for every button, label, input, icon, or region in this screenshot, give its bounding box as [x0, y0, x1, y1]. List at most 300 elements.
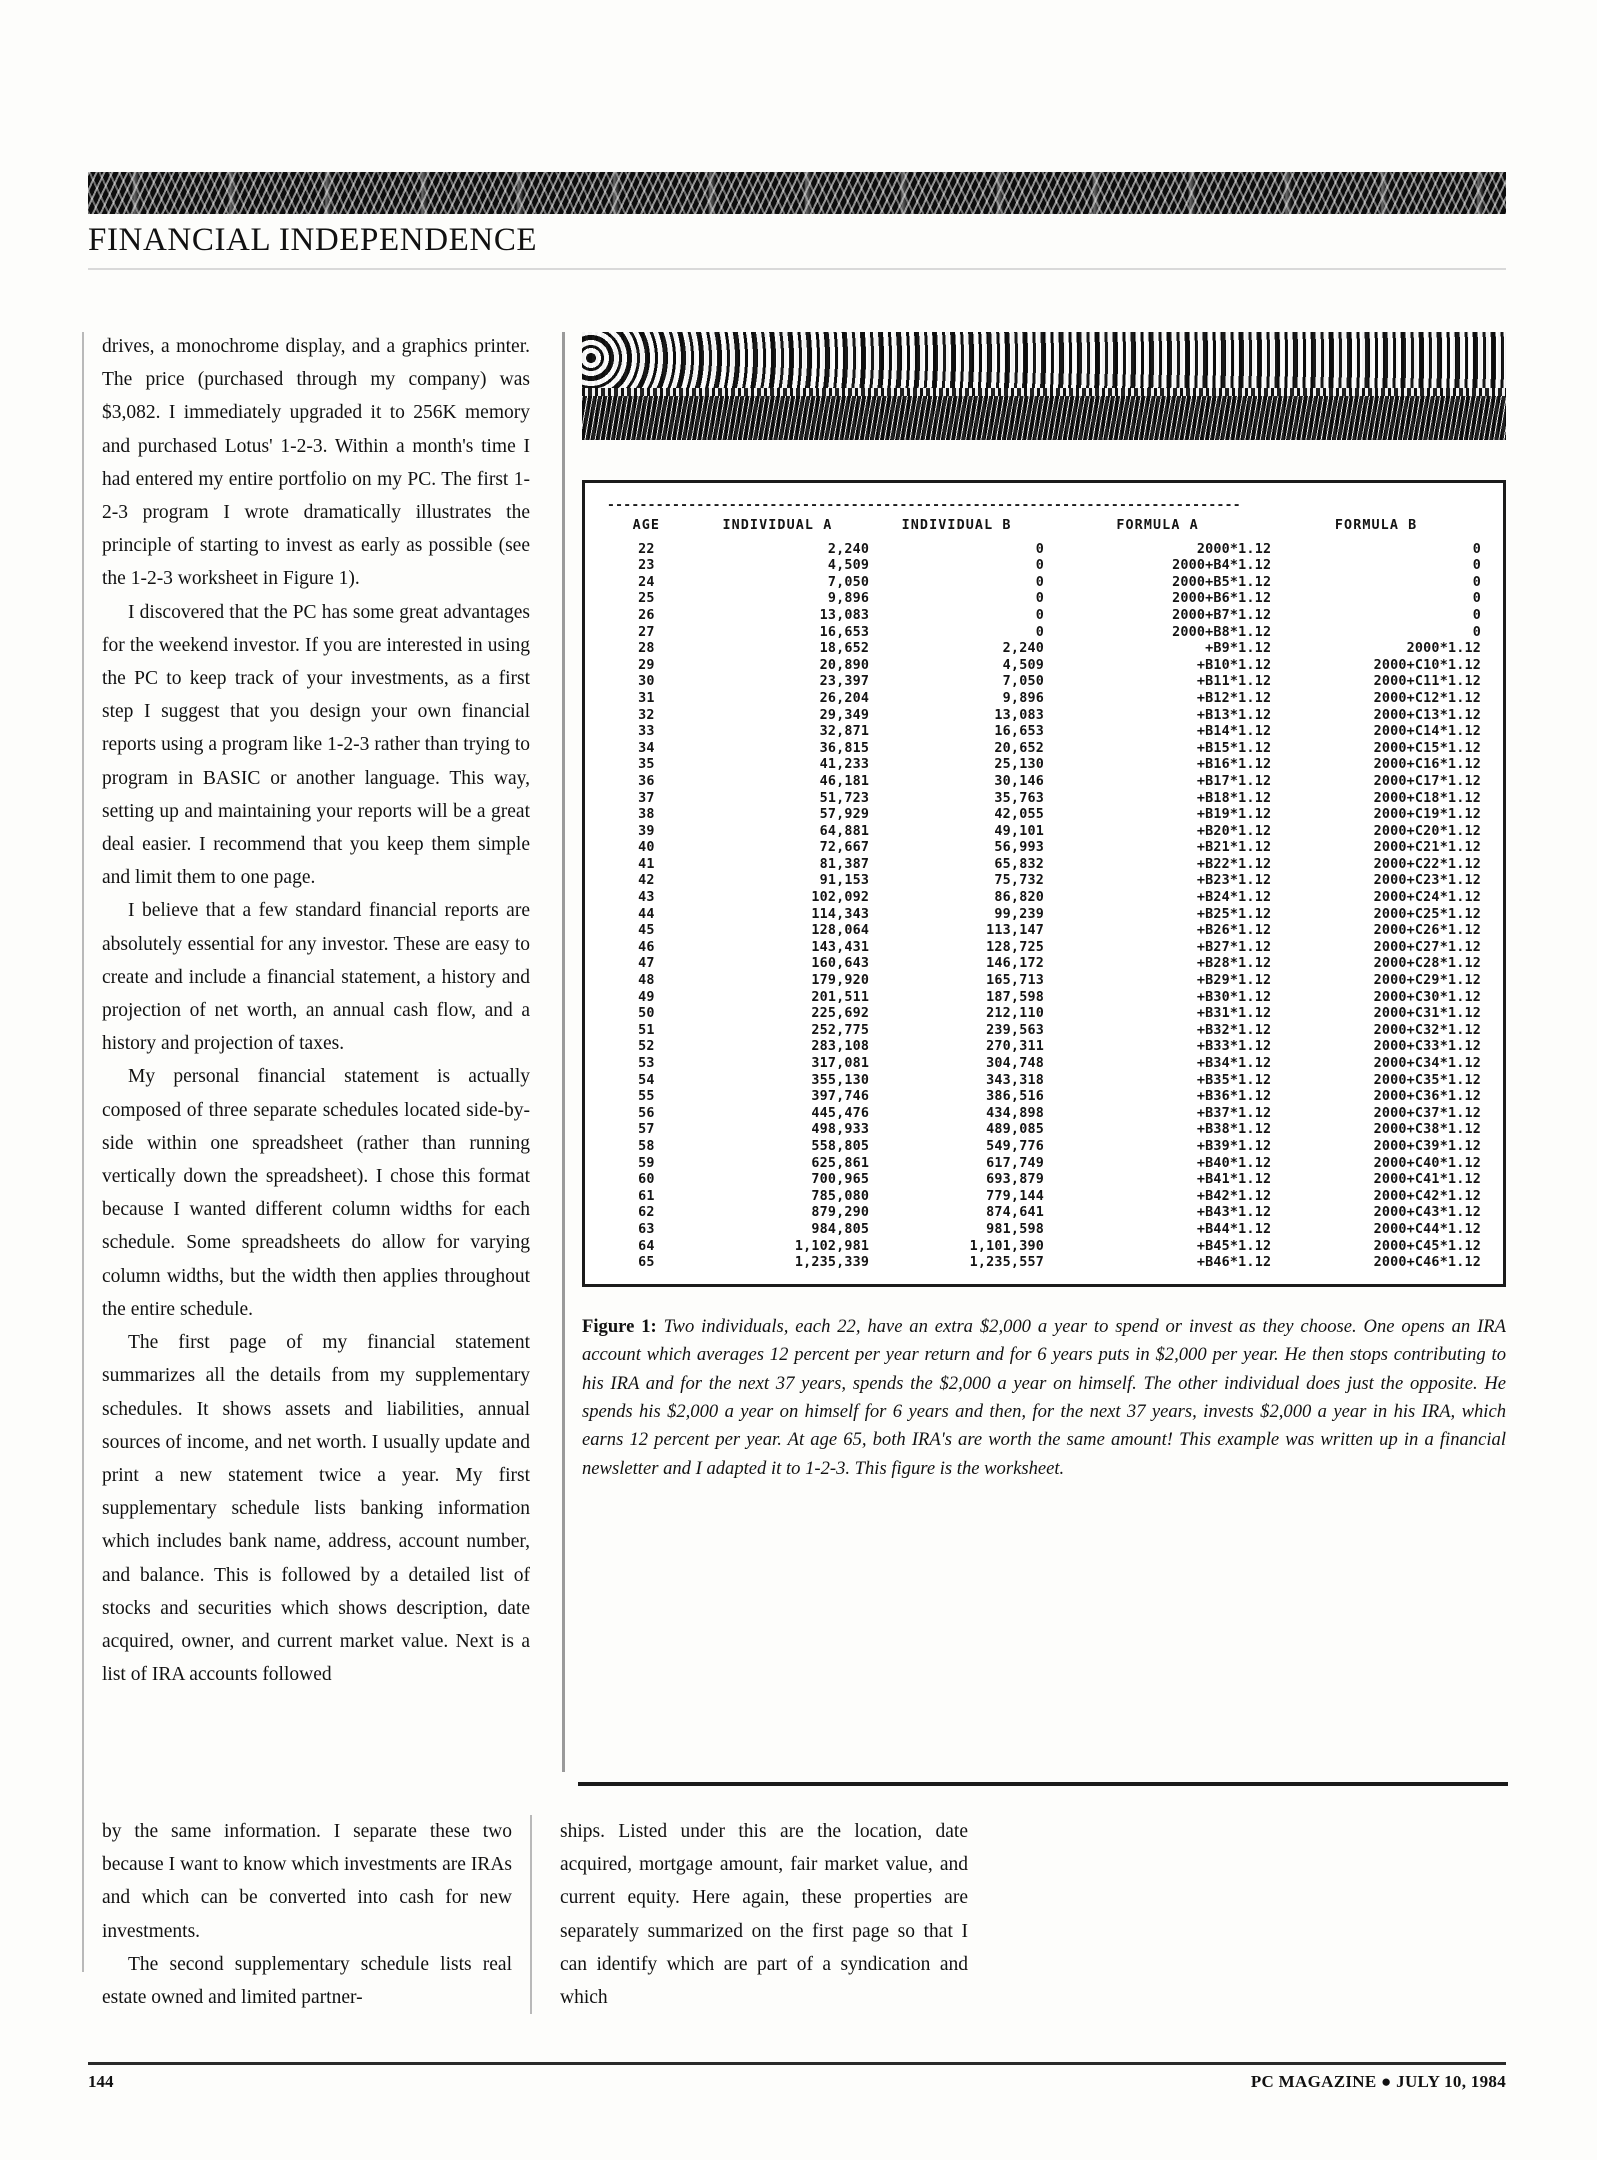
cell-age: 60	[638, 1172, 655, 1188]
cell-individual-a: 18,652	[819, 641, 870, 657]
cell-age: 29	[638, 657, 655, 673]
cell-age: 31	[638, 690, 655, 706]
cell-individual-a: 81,387	[819, 856, 870, 872]
cell-formula-a: +B42*1.12	[1196, 1188, 1272, 1204]
table-row	[607, 1039, 1481, 1056]
cell-individual-b: 2,240	[1002, 641, 1044, 657]
figure-label: Figure 1:	[582, 1315, 657, 1337]
cell-formula-a: +B24*1.12	[1196, 890, 1272, 906]
cell-formula-b: 0	[1472, 591, 1481, 607]
table-row	[607, 990, 1481, 1007]
table-row	[607, 1073, 1481, 1090]
cell-individual-a: 252,775	[811, 1022, 870, 1038]
cell-formula-a: +B10*1.12	[1196, 657, 1272, 673]
cell-formula-b: 2000+C21*1.12	[1373, 840, 1481, 856]
table-row	[607, 741, 1481, 758]
cell-individual-a: 72,667	[819, 840, 870, 856]
cell-formula-a: +B23*1.12	[1196, 873, 1272, 889]
cell-formula-b: 2000+C36*1.12	[1373, 1089, 1481, 1105]
cell-formula-a: +B30*1.12	[1196, 989, 1272, 1005]
cell-formula-a: +B14*1.12	[1196, 724, 1272, 740]
cell-individual-a: 201,511	[811, 989, 870, 1005]
cell-formula-b: 2000+C27*1.12	[1373, 939, 1481, 955]
cell-formula-b: 2000+C35*1.12	[1373, 1072, 1481, 1088]
cell-formula-b: 2000+C10*1.12	[1373, 657, 1481, 673]
column-header-formula-b: FORMULA B	[1334, 518, 1418, 533]
cell-age: 36	[638, 773, 655, 789]
table-row	[607, 641, 1481, 658]
cell-formula-b: 0	[1472, 558, 1481, 574]
cell-individual-a: 20,890	[819, 657, 870, 673]
table-row	[607, 757, 1481, 774]
cell-formula-a: +B43*1.12	[1196, 1205, 1272, 1221]
bottom-columns	[102, 1815, 1506, 2014]
paragraph: ships. Listed under this are the location, date acquired, mortgage amount, fair market value, and current equity. Here again, these properties are separately summarized on the first page so that I can identify which are part of a syndication and which	[560, 1821, 968, 2009]
cell-formula-a: 2000+B5*1.12	[1172, 574, 1272, 590]
cell-individual-a: 114,343	[811, 906, 870, 922]
cell-age: 55	[638, 1089, 655, 1105]
cell-individual-b: 49,101	[994, 823, 1044, 839]
cell-individual-b: 304,748	[986, 1056, 1044, 1071]
cell-individual-a: 558,805	[811, 1138, 870, 1154]
cell-individual-b: 25,130	[994, 757, 1044, 773]
cell-formula-b: 2000+C34*1.12	[1373, 1056, 1481, 1071]
cell-individual-b: 1,235,557	[969, 1255, 1044, 1271]
cell-age: 43	[638, 890, 655, 906]
paragraph: The second supplementary schedule lists real estate owned and limited partner-	[102, 1953, 512, 2009]
cell-individual-b: 874,641	[986, 1205, 1044, 1221]
table-row	[607, 558, 1481, 575]
cell-age: 57	[638, 1122, 655, 1138]
figure-caption-text: Two individuals, each 22, have an extra $2,000 a year to spend or invest as they choose. One opens an IRA account which averages 12 percent per year return and for 6 years puts in $2,000 per year. He then stops contributing to his IRA and for the next 37 years, spends the $2,000 a year on himself. The other individual does just the opposite. He spends his $2,000 a year on himself for 6 years and then, for the next 37 years, invests $2,000 a year in his IRA, which earns 12 percent per year. At age 65, both IRA's are worth the same amount! This example was written up in a financial newsletter and I adapted it to 1-2-3. This figure is the worksheet.	[582, 1315, 1507, 1479]
column-header-age: AGE	[632, 518, 661, 533]
cell-individual-a: 9,896	[827, 591, 870, 607]
table-row	[607, 542, 1481, 559]
cell-individual-b: 42,055	[994, 807, 1044, 823]
cell-individual-a: 51,723	[819, 790, 870, 806]
cell-individual-a: 41,233	[819, 757, 870, 773]
cell-formula-b: 2000+C32*1.12	[1373, 1022, 1481, 1038]
cell-formula-a: +B36*1.12	[1196, 1089, 1272, 1105]
table-row	[607, 1156, 1481, 1173]
cell-individual-b: 146,172	[986, 956, 1044, 972]
cell-individual-a: 984,805	[811, 1221, 870, 1237]
table-row	[607, 708, 1481, 725]
table-row	[607, 575, 1481, 592]
left-column-rule	[82, 332, 84, 1972]
cell-formula-a: 2000+B6*1.12	[1172, 591, 1272, 607]
table-row	[607, 940, 1481, 957]
cell-age: 27	[638, 624, 655, 640]
bottom-column-1	[102, 1815, 530, 2014]
cell-formula-b: 2000+C13*1.12	[1373, 707, 1481, 723]
cell-formula-a: +B38*1.12	[1196, 1122, 1272, 1138]
cell-age: 25	[638, 591, 655, 607]
table-row	[607, 1089, 1481, 1106]
table-row	[607, 1139, 1481, 1156]
cell-formula-a: +B21*1.12	[1196, 840, 1272, 856]
cell-individual-b: 549,776	[986, 1138, 1044, 1154]
cell-individual-b: 13,083	[994, 707, 1044, 723]
table-row	[607, 1106, 1481, 1123]
cell-formula-b: 2000+C16*1.12	[1373, 757, 1481, 773]
cell-age: 63	[638, 1221, 655, 1237]
cell-individual-a: 102,092	[811, 890, 870, 906]
cell-individual-a: 160,643	[811, 956, 870, 972]
cell-age: 33	[638, 724, 655, 740]
cell-formula-a: +B16*1.12	[1196, 757, 1272, 773]
paragraph: The first page of my financial statement summarizes all the details from my supplementary schedules. It shows assets and liabilities, annual sources of income, and net worth. I usually update and print a new statement twice a year. My first supplementary schedule lists banking information which includes bank name, address, account number, and balance. This is followed by a detailed list of stocks and securities which shows description, date acquired, owner, and current market value. Next is a list of IRA accounts followed	[102, 1332, 530, 1686]
cell-formula-b: 2000+C43*1.12	[1373, 1205, 1481, 1221]
cell-formula-b: 2000+C33*1.12	[1373, 1039, 1481, 1055]
cell-age: 24	[638, 574, 655, 590]
cell-age: 30	[638, 674, 655, 690]
cell-individual-a: 36,815	[819, 740, 870, 756]
cell-formula-a: +B27*1.12	[1196, 939, 1272, 955]
cell-formula-a: 2000*1.12	[1196, 541, 1272, 557]
cell-age: 45	[638, 923, 655, 939]
cell-individual-a: 29,349	[819, 707, 870, 723]
cell-formula-b: 2000+C41*1.12	[1373, 1172, 1481, 1188]
table-row	[607, 1006, 1481, 1023]
cell-individual-b: 9,896	[1002, 690, 1044, 706]
cell-individual-b: 0	[1035, 574, 1044, 590]
cell-individual-b: 20,652	[994, 740, 1044, 756]
cell-formula-b: 2000+C23*1.12	[1373, 873, 1481, 889]
cell-formula-a: +B29*1.12	[1196, 973, 1272, 989]
cell-formula-b: 2000+C40*1.12	[1373, 1155, 1481, 1171]
cell-individual-b: 30,146	[994, 773, 1044, 789]
cell-formula-b: 2000+C18*1.12	[1373, 790, 1481, 806]
cell-formula-a: +B12*1.12	[1196, 690, 1272, 706]
cell-individual-b: 7,050	[1002, 674, 1044, 690]
cell-individual-b: 128,725	[986, 939, 1044, 955]
cell-individual-b: 617,749	[986, 1155, 1044, 1171]
cell-age: 50	[638, 1006, 655, 1022]
cell-age: 40	[638, 840, 655, 856]
cell-individual-a: 1,102,981	[794, 1238, 870, 1254]
cell-individual-b: 99,239	[994, 906, 1044, 922]
table-row	[607, 774, 1481, 791]
cell-individual-a: 397,746	[811, 1089, 870, 1105]
cell-formula-a: +B9*1.12	[1205, 641, 1272, 657]
cell-formula-b: 2000+C31*1.12	[1373, 1006, 1481, 1022]
cell-individual-b: 0	[1035, 624, 1044, 640]
cell-formula-a: +B46*1.12	[1196, 1255, 1272, 1271]
cell-age: 22	[638, 541, 655, 557]
cell-formula-a: +B37*1.12	[1196, 1105, 1272, 1121]
header-divider	[88, 268, 1506, 270]
column-header-formula-a: FORMULA A	[1116, 518, 1199, 533]
cell-formula-b: 2000+C39*1.12	[1373, 1138, 1481, 1154]
cell-individual-b: 4,509	[1002, 657, 1044, 673]
cell-formula-b: 2000+C15*1.12	[1373, 740, 1481, 756]
cell-individual-a: 1,235,339	[794, 1255, 870, 1271]
cell-individual-b: 0	[1035, 541, 1044, 557]
cell-formula-a: +B33*1.12	[1196, 1039, 1272, 1055]
cell-formula-b: 2000+C19*1.12	[1373, 807, 1481, 823]
cell-formula-b: 2000+C11*1.12	[1373, 674, 1481, 690]
table-row	[607, 824, 1481, 841]
cell-formula-b: 0	[1472, 541, 1481, 557]
cell-formula-a: +B22*1.12	[1196, 856, 1272, 872]
cell-individual-a: 16,653	[819, 624, 870, 640]
cell-formula-a: +B18*1.12	[1196, 790, 1272, 806]
cell-individual-b: 270,311	[986, 1039, 1044, 1055]
cell-formula-b: 2000+C22*1.12	[1373, 856, 1481, 872]
figure-column-rule	[562, 332, 565, 1772]
cell-age: 61	[638, 1188, 655, 1204]
table-row	[607, 923, 1481, 940]
table-row	[607, 658, 1481, 675]
cell-age: 44	[638, 906, 655, 922]
cell-formula-b: 0	[1472, 607, 1481, 623]
cell-formula-b: 2000+C20*1.12	[1373, 823, 1481, 839]
worksheet-table-body	[607, 542, 1481, 1272]
figure-ornament-band	[582, 332, 1506, 440]
table-row	[607, 674, 1481, 691]
cell-formula-b: 2000+C25*1.12	[1373, 906, 1481, 922]
cell-formula-a: +B15*1.12	[1196, 740, 1272, 756]
cell-formula-a: +B25*1.12	[1196, 906, 1272, 922]
cell-individual-a: 625,861	[811, 1155, 870, 1171]
table-row	[607, 973, 1481, 990]
spreadsheet-screenshot	[582, 480, 1506, 1287]
cell-formula-a: 2000+B7*1.12	[1172, 607, 1272, 623]
paragraph: My personal financial statement is actually composed of three separate schedules located side-by-side within one spreadsheet (rather than running vertically down the spreadsheet). I chose this format because I wanted different column widths for each schedule. Some spreadsheets do allow for varying column widths, but the width then applies throughout the entire schedule.	[102, 1066, 530, 1320]
cell-individual-b: 56,993	[994, 840, 1044, 856]
cell-age: 54	[638, 1072, 655, 1088]
cell-individual-a: 57,929	[819, 807, 870, 823]
cell-age: 41	[638, 856, 655, 872]
cell-formula-b: 0	[1472, 624, 1481, 640]
cell-individual-a: 785,080	[811, 1188, 870, 1204]
caption-divider	[578, 1782, 1508, 1786]
table-row	[607, 791, 1481, 808]
cell-individual-b: 65,832	[994, 856, 1044, 872]
table-row	[607, 1023, 1481, 1040]
cell-individual-a: 13,083	[819, 607, 870, 623]
table-row	[607, 1056, 1481, 1073]
cell-formula-b: 2000+C26*1.12	[1373, 923, 1481, 939]
cell-formula-a: +B20*1.12	[1196, 823, 1272, 839]
cell-age: 48	[638, 973, 655, 989]
cell-individual-a: 64,881	[819, 823, 870, 839]
cell-formula-b: 2000+C12*1.12	[1373, 690, 1481, 706]
table-row	[607, 890, 1481, 907]
figure-caption	[582, 1313, 1506, 1483]
cell-formula-b: 0	[1472, 574, 1481, 590]
cell-formula-b: 2000+C28*1.12	[1373, 956, 1481, 972]
page-title: FINANCIAL INDEPENDENCE	[88, 222, 538, 258]
table-row	[607, 691, 1481, 708]
cell-individual-b: 0	[1035, 558, 1044, 574]
cell-formula-a: +B32*1.12	[1196, 1022, 1272, 1038]
cell-individual-a: 46,181	[819, 773, 870, 789]
cell-individual-b: 16,653	[994, 724, 1044, 740]
cell-individual-a: 143,431	[811, 939, 870, 955]
cell-individual-a: 4,509	[827, 558, 870, 574]
table-row	[607, 724, 1481, 741]
cell-individual-b: 779,144	[986, 1188, 1044, 1204]
cell-formula-a: +B41*1.12	[1196, 1172, 1272, 1188]
cell-individual-b: 86,820	[994, 890, 1044, 906]
cell-individual-b: 343,318	[986, 1072, 1044, 1088]
cell-age: 38	[638, 807, 655, 823]
paragraph: by the same information. I separate these two because I want to know which investments are IRAs and which can be converted into cash for new investments.	[102, 1821, 512, 1942]
cell-formula-a: 2000+B4*1.12	[1172, 558, 1272, 574]
table-row	[607, 1222, 1481, 1239]
cell-formula-a: +B13*1.12	[1196, 707, 1272, 723]
cell-individual-b: 0	[1035, 591, 1044, 607]
table-row	[607, 1172, 1481, 1189]
cell-individual-a: 2,240	[827, 541, 870, 557]
cell-age: 32	[638, 707, 655, 723]
cell-formula-b: 2000*1.12	[1406, 641, 1481, 657]
table-row	[607, 591, 1481, 608]
cell-age: 39	[638, 823, 655, 839]
decorative-header-band	[88, 172, 1506, 214]
cell-formula-b: 2000+C37*1.12	[1373, 1105, 1481, 1121]
cell-formula-a: +B35*1.12	[1196, 1072, 1272, 1088]
table-row	[607, 956, 1481, 973]
page-number: 144	[88, 2072, 114, 2091]
cell-formula-b: 2000+C38*1.12	[1373, 1122, 1481, 1138]
cell-formula-a: +B28*1.12	[1196, 956, 1272, 972]
cell-individual-b: 1,101,390	[969, 1238, 1044, 1254]
cell-formula-a: +B34*1.12	[1196, 1056, 1272, 1071]
cell-formula-b: 2000+C44*1.12	[1373, 1221, 1481, 1237]
cell-formula-a: +B45*1.12	[1196, 1238, 1272, 1254]
cell-individual-b: 693,879	[986, 1172, 1044, 1188]
cell-formula-b: 2000+C29*1.12	[1373, 973, 1481, 989]
cell-formula-a: +B39*1.12	[1196, 1138, 1272, 1154]
cell-formula-b: 2000+C17*1.12	[1373, 773, 1481, 789]
cell-individual-b: 187,598	[986, 989, 1044, 1005]
cell-age: 46	[638, 939, 655, 955]
table-row	[607, 857, 1481, 874]
cell-individual-a: 283,108	[811, 1039, 870, 1055]
cell-age: 26	[638, 607, 655, 623]
cell-formula-a: 2000+B8*1.12	[1172, 624, 1272, 640]
cell-individual-a: 91,153	[819, 873, 870, 889]
worksheet-table	[607, 511, 1481, 1272]
cell-formula-a: +B11*1.12	[1196, 674, 1272, 690]
cell-individual-b: 35,763	[994, 790, 1044, 806]
table-row	[607, 807, 1481, 824]
left-body-column	[102, 330, 530, 1691]
table-header-row	[607, 511, 1481, 542]
cell-age: 23	[638, 558, 655, 574]
cell-formula-a: +B31*1.12	[1196, 1006, 1272, 1022]
cell-formula-a: +B19*1.12	[1196, 807, 1272, 823]
table-row	[607, 1239, 1481, 1256]
cell-age: 47	[638, 956, 655, 972]
cell-individual-a: 355,130	[811, 1072, 870, 1088]
cell-individual-b: 0	[1035, 607, 1044, 623]
cell-age: 56	[638, 1105, 655, 1121]
cell-formula-a: +B40*1.12	[1196, 1155, 1272, 1171]
cell-individual-b: 239,563	[986, 1022, 1044, 1038]
table-row	[607, 1122, 1481, 1139]
cell-individual-a: 700,965	[811, 1172, 870, 1188]
cell-age: 51	[638, 1022, 655, 1038]
cell-individual-b: 212,110	[986, 1006, 1044, 1022]
table-row	[607, 625, 1481, 642]
cell-individual-a: 7,050	[827, 574, 870, 590]
cell-age: 42	[638, 873, 655, 889]
cell-age: 35	[638, 757, 655, 773]
cell-individual-b: 981,598	[986, 1221, 1044, 1237]
cell-individual-b: 434,898	[986, 1105, 1044, 1121]
table-row	[607, 1255, 1481, 1272]
cell-formula-b: 2000+C42*1.12	[1373, 1188, 1481, 1204]
cell-individual-b: 386,516	[986, 1089, 1044, 1105]
table-row	[607, 873, 1481, 890]
cell-formula-b: 2000+C46*1.12	[1373, 1255, 1481, 1271]
cell-age: 62	[638, 1205, 655, 1221]
cell-individual-a: 879,290	[811, 1205, 870, 1221]
cell-individual-b: 489,085	[986, 1122, 1044, 1138]
table-row	[607, 840, 1481, 857]
cell-age: 53	[638, 1056, 655, 1071]
cell-age: 59	[638, 1155, 655, 1171]
paragraph: I discovered that the PC has some great advantages for the weekend investor. If you are interested in using the PC to keep track of your investments, as a first step I suggest that you design your own financial reports using a program like 1-2-3 rather than trying to program in BASIC or another language. This way, setting up and maintaining your reports will be a great deal easier. I recommend that you keep them simple and limit them to one page.	[102, 601, 530, 889]
cell-individual-a: 32,871	[819, 724, 870, 740]
cell-individual-a: 128,064	[811, 923, 870, 939]
cell-formula-a: +B17*1.12	[1196, 773, 1272, 789]
paragraph: I believe that a few standard financial reports are absolutely essential for any investor. These are easy to create and include a financial statement, a history and projection of net worth, an annual cash flow, and a history and projection of taxes.	[102, 900, 530, 1055]
cell-formula-a: +B26*1.12	[1196, 923, 1272, 939]
table-row	[607, 907, 1481, 924]
cell-individual-a: 317,081	[811, 1056, 870, 1071]
column-header-individual-b: INDIVIDUAL B	[901, 518, 1012, 533]
cell-individual-a: 445,476	[811, 1105, 870, 1121]
cell-age: 52	[638, 1039, 655, 1055]
cell-formula-a: +B44*1.12	[1196, 1221, 1272, 1237]
cell-formula-b: 2000+C45*1.12	[1373, 1238, 1481, 1254]
cell-age: 49	[638, 989, 655, 1005]
cell-individual-a: 225,692	[811, 1006, 870, 1022]
cell-individual-a: 179,920	[811, 973, 870, 989]
cell-age: 58	[638, 1138, 655, 1154]
cell-individual-a: 23,397	[819, 674, 870, 690]
cell-individual-b: 165,713	[986, 973, 1044, 989]
cell-age: 64	[638, 1238, 655, 1254]
cell-individual-b: 75,732	[994, 873, 1044, 889]
cell-formula-b: 2000+C30*1.12	[1373, 989, 1481, 1005]
cell-age: 37	[638, 790, 655, 806]
cell-individual-a: 498,933	[811, 1122, 870, 1138]
column-header-individual-a: INDIVIDUAL A	[722, 518, 833, 533]
publication-footer: PC MAGAZINE ● JULY 10, 1984	[1250, 2072, 1506, 2091]
bottom-column-2	[530, 1815, 986, 2014]
cell-age: 34	[638, 740, 655, 756]
table-row	[607, 1189, 1481, 1206]
paragraph: drives, a monochrome display, and a graphics printer. The price (purchased through my company) was $3,082. I immediately upgraded it to 256K memory and purchased Lotus' 1-2-3. Within a month's time I had entered my entire portfolio on my PC. The first 1-2-3 program I wrote dramatically illustrates the principle of starting to invest as early as possible (see the 1-2-3 worksheet in Figure 1).	[102, 336, 530, 590]
table-top-rule: ------------------------------------------------------------------------------	[607, 501, 1241, 511]
cell-age: 65	[638, 1255, 655, 1271]
cell-individual-b: 113,147	[986, 923, 1044, 939]
table-row	[607, 1205, 1481, 1222]
table-row	[607, 608, 1481, 625]
footer-divider	[88, 2062, 1506, 2065]
cell-formula-b: 2000+C14*1.12	[1373, 724, 1481, 740]
cell-age: 28	[638, 641, 655, 657]
figure-1	[582, 332, 1506, 1483]
cell-individual-a: 26,204	[819, 690, 870, 706]
cell-formula-b: 2000+C24*1.12	[1373, 890, 1481, 906]
